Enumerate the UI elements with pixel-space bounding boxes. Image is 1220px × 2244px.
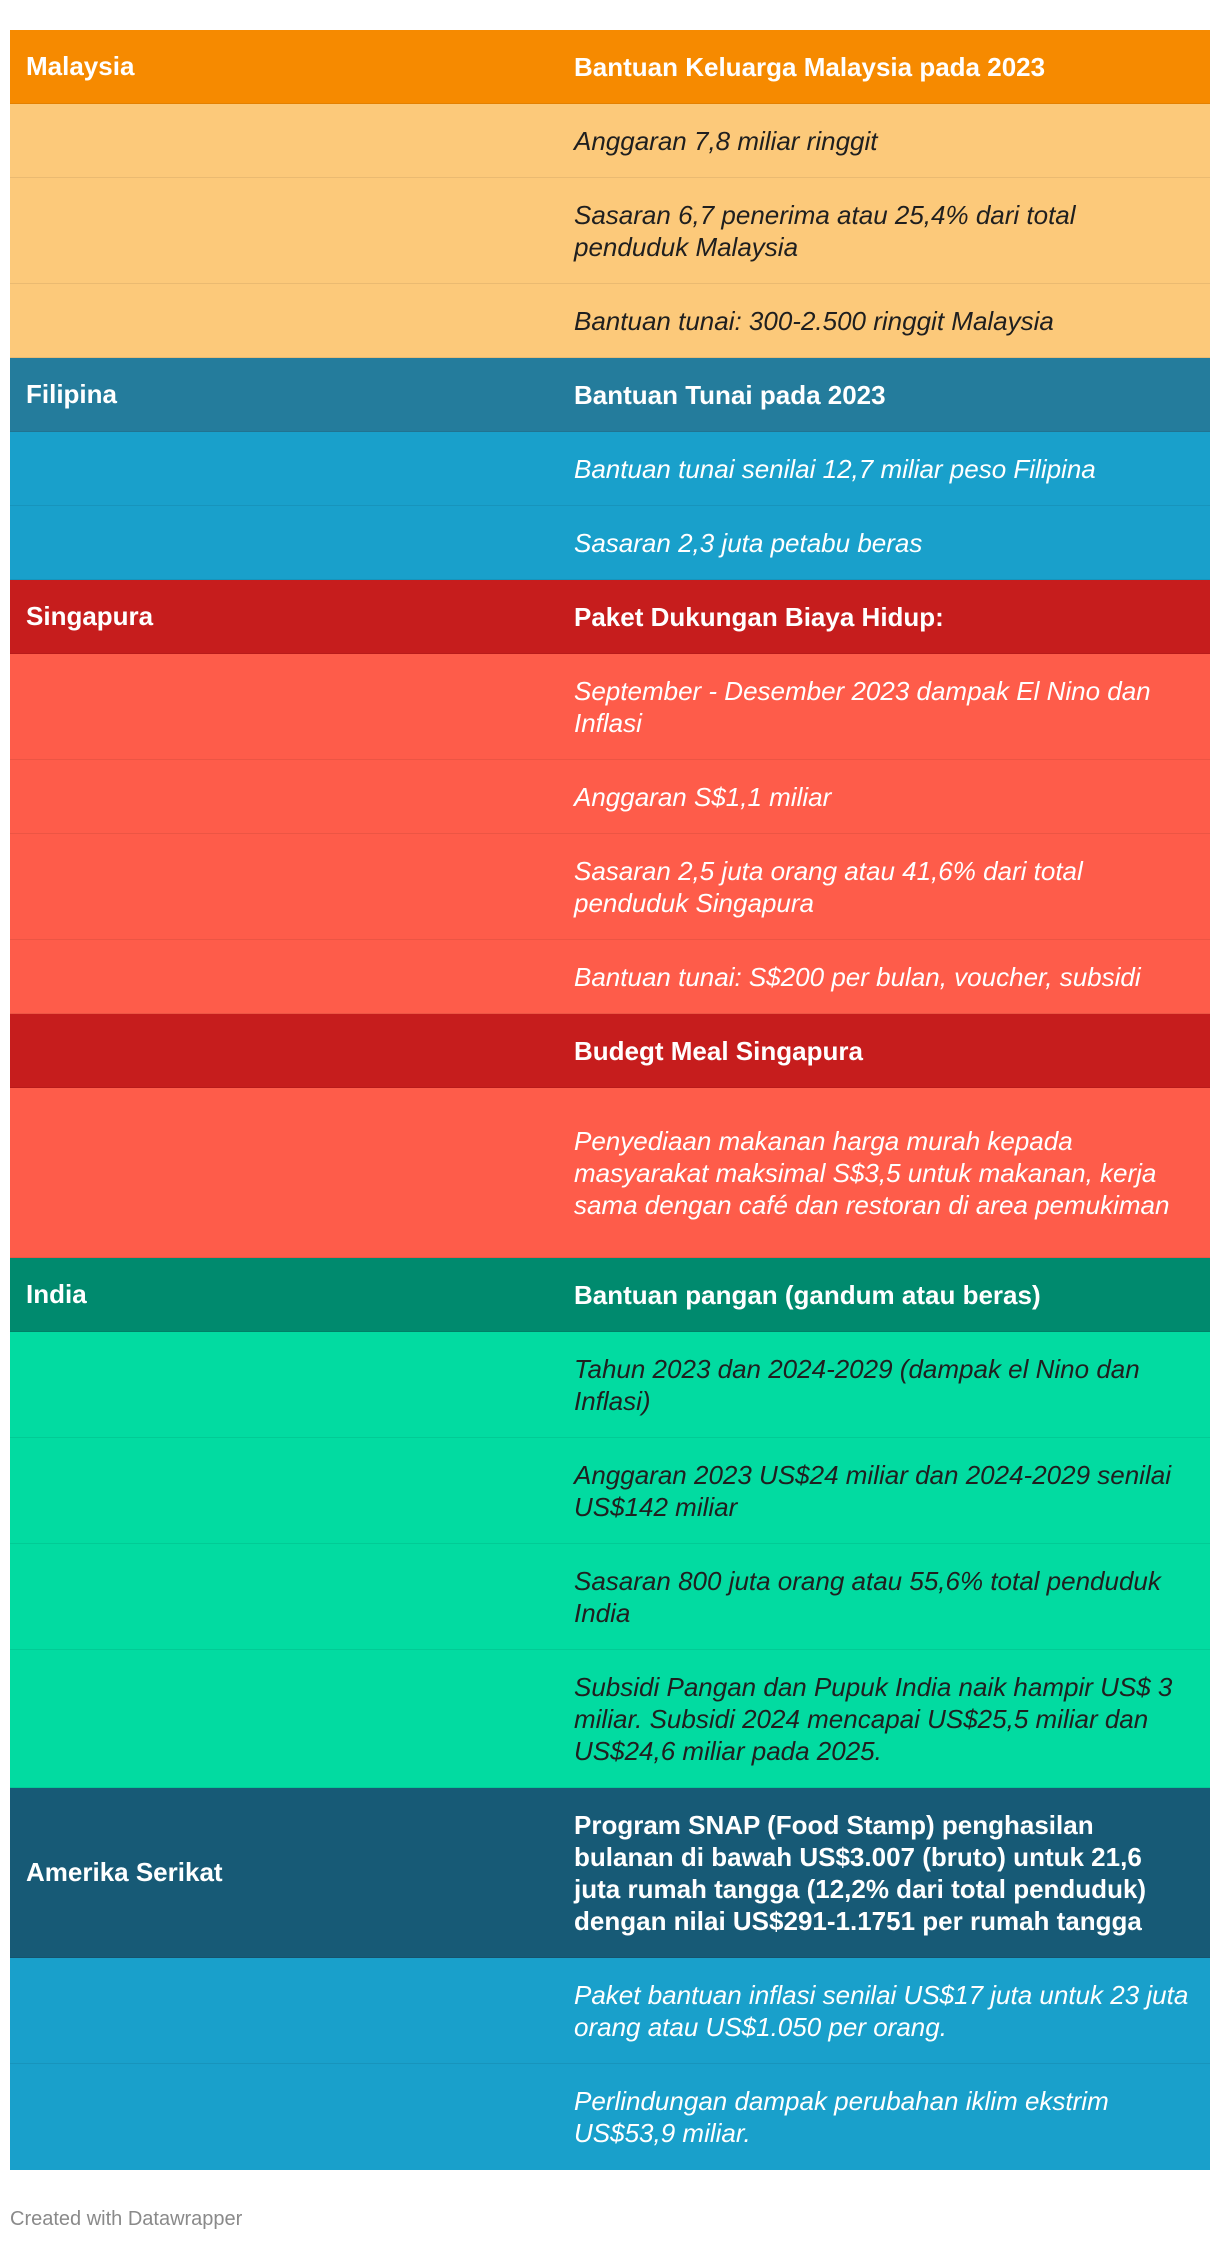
footer-credit: Created with Datawrapper bbox=[10, 2208, 243, 2230]
country-label: Singapura bbox=[26, 601, 154, 631]
table-row bbox=[10, 1958, 1210, 2064]
table-row bbox=[10, 654, 1210, 760]
detail-cell: September - Desember 2023 dampak El Nino dan Inflasi bbox=[574, 675, 1151, 738]
table-row bbox=[10, 178, 1210, 284]
table-row bbox=[10, 760, 1210, 834]
table-row bbox=[10, 432, 1210, 506]
detail-cell: Sasaran 800 juta orang atau 55,6% total penduduk India bbox=[574, 1565, 1161, 1628]
table-row bbox=[10, 940, 1210, 1014]
detail-cell: Tahun 2023 dan 2024-2029 (dampak el Nino dan Inflasi) bbox=[574, 1353, 1140, 1416]
detail-cell: Bantuan tunai: 300-2.500 ringgit Malaysia bbox=[574, 305, 1054, 336]
table-row bbox=[10, 2064, 1210, 2170]
table-row bbox=[10, 1332, 1210, 1438]
filipina-header-row bbox=[10, 358, 1210, 432]
detail-cell: Bantuan tunai: S$200 per bulan, voucher, subsidi bbox=[574, 961, 1141, 992]
country-label: Malaysia bbox=[26, 51, 135, 81]
detail-cell: Bantuan tunai senilai 12,7 miliar peso Filipina bbox=[574, 453, 1096, 484]
table-row bbox=[10, 1544, 1210, 1650]
data-table bbox=[10, 30, 1210, 2170]
table-row bbox=[10, 1438, 1210, 1544]
country-label: Amerika Serikat bbox=[26, 1857, 223, 1887]
table-row bbox=[10, 1650, 1210, 1788]
country-label: India bbox=[26, 1279, 87, 1309]
singapura-subheader-row bbox=[10, 1014, 1210, 1088]
detail-cell: Sasaran 2,5 juta orang atau 41,6% dari total penduduk Singapura bbox=[574, 855, 1083, 918]
detail-cell: Sasaran 2,3 juta petabu beras bbox=[574, 527, 923, 558]
program-title: Bantuan Keluarga Malaysia pada 2023 bbox=[574, 51, 1046, 82]
program-title: Paket Dukungan Biaya Hidup: bbox=[574, 601, 944, 632]
table-row bbox=[10, 834, 1210, 940]
detail-cell: Penyediaan makanan harga murah kepada masyarakat maksimal S$3,5 untuk makanan, kerja sama dengan café dan restoran di area pemukiman bbox=[574, 1125, 1170, 1220]
detail-cell: Paket bantuan inflasi senilai US$17 juta untuk 23 juta orang atau US$1.050 per orang. bbox=[574, 1979, 1189, 2042]
detail-cell: Anggaran 2023 US$24 miliar dan 2024-2029 senilai US$142 miliar bbox=[574, 1459, 1171, 1522]
malaysia-header-row bbox=[10, 30, 1210, 104]
as-header-row bbox=[10, 1788, 1210, 1958]
detail-cell: Anggaran 7,8 miliar ringgit bbox=[574, 125, 878, 156]
program-title: Budegt Meal Singapura bbox=[574, 1035, 863, 1066]
india-header-row bbox=[10, 1258, 1210, 1332]
country-label: Filipina bbox=[26, 379, 117, 409]
program-title: Program SNAP (Food Stamp) penghasilan bulanan di bawah US$3.007 (bruto) untuk 21,6 juta rumah tangga (12,2% dari total penduduk) dengan nilai US$291-1.1751 per rumah tangga bbox=[574, 1809, 1147, 1936]
detail-cell: Perlindungan dampak perubahan iklim ekstrim US$53,9 miliar. bbox=[574, 2086, 1109, 2148]
singapura-header-row bbox=[10, 580, 1210, 654]
table-row bbox=[10, 1088, 1210, 1258]
detail-cell: Subsidi Pangan dan Pupuk India naik hampir US$ 3 miliar. Subsidi 2024 mencapai US$25,5 miliar dan US$24,6 miliar pada 2025. bbox=[574, 1671, 1173, 1766]
table-row bbox=[10, 284, 1210, 358]
program-title: Bantuan Tunai pada 2023 bbox=[574, 379, 886, 410]
table-row bbox=[10, 506, 1210, 580]
program-title: Bantuan pangan (gandum atau beras) bbox=[574, 1279, 1041, 1310]
table-row bbox=[10, 104, 1210, 178]
detail-cell: Anggaran S$1,1 miliar bbox=[574, 781, 832, 812]
detail-cell: Sasaran 6,7 penerima atau 25,4% dari total penduduk Malaysia bbox=[574, 199, 1076, 262]
